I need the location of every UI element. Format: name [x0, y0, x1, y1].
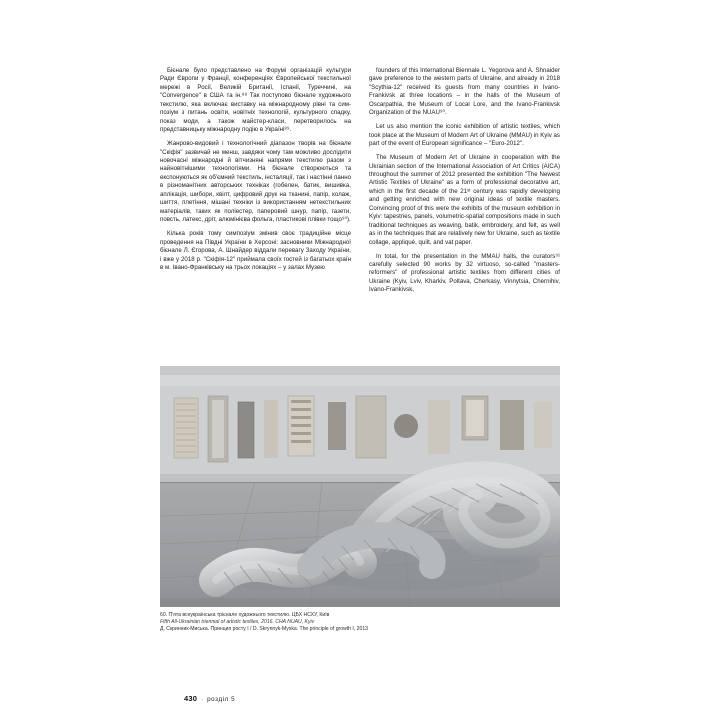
caption-line-3: Д. Скринник-Миська. Принцип росту I / D. Skrynnyk-Myska. The principle of growth I, 2013 [160, 626, 368, 633]
installation-photo-graphic [160, 366, 560, 607]
paragraph: In total, for the presentation in the MMAU halls, the curators⁹¹ carefully selected 90 works by 32 virtuoso, so-called "masters-reformers" of professional artistic textiles from different cities of Ukraine (Kyiv, Lviv, Kharkiv, Poltava, Cherkasy, Vinnytsia, Chernihiv, Ivano-Frankivsk, [369, 252, 560, 294]
paragraph: founders of this International Biennale L. Yegorova and A. Shnaider gave preference to the western parts of Ukraine, and already in 2018 "Scythia-12" received its guests from many countries in Ivano-Frankivsk at three locations – in the halls of the Museum of Oscarpathia, the Museum of Local Lore, and the Ivano-Frankivsk Organization of the NUAU⁹⁰. [369, 67, 560, 117]
paragraph: Жанрово-видовий і технологічний діапазон творів на бієнале "Скіфія" зазвичай не менш, завдяки чому там можливо дослідити новочасні міжнародні й вітчизняні напрями текстилю разом з найновітнішими технологіями. На бієнале створюються та експонуються як об'ємний текстиль, інсталяції, так і настінні панно в різноманітних авторських техніках (гобелен, батик, вишивка, аплікація, шибори, квілт, цифровий друк на тканині, папір, колаж, шиття, плетіння, мішані техніки із використанням нетекстильних матеріалів, таких як поліестер, паперовий шнур, папір, газети, повсть, латекс, дріт, алюмінієва фольга, пластикові плівки тощо⁹⁰). [160, 140, 351, 224]
paragraph: The Museum of Modern Art of Ukraine in cooperation with the Ukrainian section of the International Association of Art Critics (AICA) throughout the summer of 2012 presented the exhibition "The Newest Artistic Textiles of Ukraine" as a form of professional decorative art, which in the first decade of the 21ˢᵗ century was rapidly developing and getting enriched with new original ideas of textile masters. Convincing proof of this were the exhibits of the museum exhibition in Kyiv: tapestries, panels, volumetric-spatial compositions made in such traditional techniques as weaving, batik, embroidery, and felt, as well as in the techniques that are relatively new for Ukraine, such as textile collage, appliqué, quilt, and vat paper. [369, 154, 560, 246]
body-columns [160, 67, 560, 295]
figure-caption [160, 612, 560, 634]
page-footer [184, 694, 235, 703]
page-number: 430 [184, 694, 198, 703]
folio-separator: · [201, 697, 204, 703]
column-left [160, 67, 351, 295]
caption-line-1: 60. П'ята всеукраїнська трієнале художнього текстилю. ЦБХ НСХУ, Київ [160, 612, 330, 618]
paragraph: Бієнале було представлено на Форумі організацій культури Ради Європи у Франції, конференціях Європейської текстильної мережі в Росії, Великій Британії, Іспанії, Туреччині, на "Convergence" в США та ін.⁸⁸ Так поступово бієнале художнього текстилю, яка включає виставку на міжнародному рівні та симпозіум з питань освіти, новітніх технологій, культурного спадку, показ моди, а також майстер-класи, перетворилось на представницьку міжнародну подію в Україні⁸⁹. [160, 67, 351, 134]
caption-line-2: Fifth All-Ukrainian triennial of artistic textiles, 2016. CHA NUAU, Kyiv [160, 619, 315, 626]
column-right [369, 67, 560, 295]
paragraph: Let us also mention the iconic exhibition of artistic textiles, which took place at the Museum of Modern Art of Ukraine (MMAU) in Kyiv as part of the event of European significance – "Euro-2012". [369, 123, 560, 148]
paragraph: Кілька років тому симпозіум змінив своє традиційне місце проведення на Півдні України в Херсоні: засновники Міжнародної бієнале Л. Єгорова, А. Шнайдер віддали перевагу Заходу України, і вже у 2018 р. "Скіфія-12" приймала своїх гостей із багатьох країн в м. Івано-Франківську на трьох локаціях – у залах Музею [160, 230, 351, 271]
section-label: розділ 5 [207, 696, 236, 703]
figure-image [160, 366, 560, 607]
